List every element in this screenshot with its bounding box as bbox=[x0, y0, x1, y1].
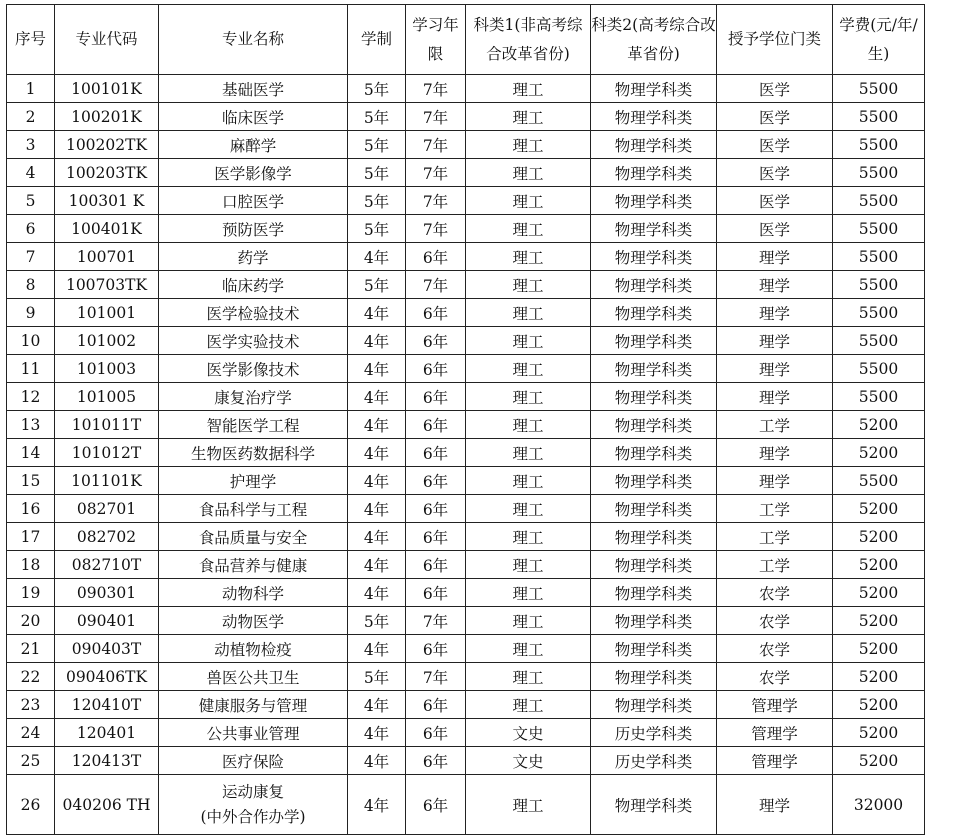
cell-years: 5年 bbox=[348, 103, 406, 131]
cell-degree: 农学 bbox=[717, 635, 833, 663]
cell-category-2: 物理学科类 bbox=[591, 355, 717, 383]
cell-name: 兽医公共卫生 bbox=[159, 663, 348, 691]
cell-study-limit: 6年 bbox=[406, 495, 466, 523]
cell-fee: 5500 bbox=[833, 159, 925, 187]
cell-fee: 5200 bbox=[833, 691, 925, 719]
cell-category-1: 理工 bbox=[466, 187, 591, 215]
cell-code: 082702 bbox=[55, 523, 159, 551]
cell-seq: 1 bbox=[7, 75, 55, 103]
cell-name: 临床医学 bbox=[159, 103, 348, 131]
cell-study-limit: 7年 bbox=[406, 607, 466, 635]
cell-category-2: 物理学科类 bbox=[591, 411, 717, 439]
table-row bbox=[7, 635, 925, 663]
cell-category-2: 物理学科类 bbox=[591, 635, 717, 663]
cell-study-limit: 7年 bbox=[406, 159, 466, 187]
cell-fee: 5200 bbox=[833, 439, 925, 467]
cell-degree: 理学 bbox=[717, 299, 833, 327]
cell-name: 动物医学 bbox=[159, 607, 348, 635]
cell-seq: 20 bbox=[7, 607, 55, 635]
cell-category-2: 物理学科类 bbox=[591, 775, 717, 835]
cell-study-limit: 6年 bbox=[406, 775, 466, 835]
cell-category-1: 理工 bbox=[466, 579, 591, 607]
cell-category-1: 理工 bbox=[466, 131, 591, 159]
cell-category-1: 理工 bbox=[466, 271, 591, 299]
cell-seq: 15 bbox=[7, 467, 55, 495]
cell-study-limit: 6年 bbox=[406, 523, 466, 551]
cell-seq: 3 bbox=[7, 131, 55, 159]
cell-category-1: 理工 bbox=[466, 663, 591, 691]
cell-code: 100202TK bbox=[55, 131, 159, 159]
cell-category-1: 理工 bbox=[466, 159, 591, 187]
cell-study-limit: 7年 bbox=[406, 271, 466, 299]
table-row bbox=[7, 719, 925, 747]
cell-name-line2: (中外合作办学) bbox=[200, 807, 306, 826]
cell-category-1: 理工 bbox=[466, 383, 591, 411]
table-row bbox=[7, 551, 925, 579]
cell-years: 5年 bbox=[348, 159, 406, 187]
header-study-limit: 学习年限 bbox=[406, 5, 466, 75]
cell-degree: 工学 bbox=[717, 523, 833, 551]
cell-code: 100701 bbox=[55, 243, 159, 271]
table-row bbox=[7, 103, 925, 131]
cell-seq: 22 bbox=[7, 663, 55, 691]
cell-years: 4年 bbox=[348, 299, 406, 327]
cell-category-1: 理工 bbox=[466, 355, 591, 383]
cell-seq: 5 bbox=[7, 187, 55, 215]
cell-category-2: 物理学科类 bbox=[591, 607, 717, 635]
cell-category-1: 理工 bbox=[466, 75, 591, 103]
cell-years: 4年 bbox=[348, 719, 406, 747]
cell-category-1: 理工 bbox=[466, 439, 591, 467]
table-row bbox=[7, 579, 925, 607]
cell-years: 5年 bbox=[348, 663, 406, 691]
cell-degree: 理学 bbox=[717, 775, 833, 835]
majors-table bbox=[6, 4, 925, 835]
table-row bbox=[7, 299, 925, 327]
table-row bbox=[7, 523, 925, 551]
cell-study-limit: 6年 bbox=[406, 551, 466, 579]
header-code: 专业代码 bbox=[55, 5, 159, 75]
cell-years: 5年 bbox=[348, 75, 406, 103]
cell-seq: 11 bbox=[7, 355, 55, 383]
cell-degree: 理学 bbox=[717, 467, 833, 495]
table-body bbox=[7, 75, 925, 835]
cell-study-limit: 6年 bbox=[406, 719, 466, 747]
cell-category-2: 物理学科类 bbox=[591, 75, 717, 103]
cell-study-limit: 6年 bbox=[406, 467, 466, 495]
table-row bbox=[7, 75, 925, 103]
cell-name: 预防医学 bbox=[159, 215, 348, 243]
table-row bbox=[7, 663, 925, 691]
cell-degree: 工学 bbox=[717, 551, 833, 579]
cell-fee: 5500 bbox=[833, 383, 925, 411]
cell-name: 药学 bbox=[159, 243, 348, 271]
cell-study-limit: 6年 bbox=[406, 355, 466, 383]
table-header bbox=[7, 5, 925, 75]
cell-code: 082710T bbox=[55, 551, 159, 579]
cell-years: 4年 bbox=[348, 775, 406, 835]
cell-years: 4年 bbox=[348, 635, 406, 663]
cell-category-1: 理工 bbox=[466, 215, 591, 243]
table-row bbox=[7, 355, 925, 383]
cell-seq: 8 bbox=[7, 271, 55, 299]
cell-code: 120413T bbox=[55, 747, 159, 775]
cell-fee: 5200 bbox=[833, 635, 925, 663]
cell-code: 101005 bbox=[55, 383, 159, 411]
table-row bbox=[7, 215, 925, 243]
cell-category-1: 理工 bbox=[466, 523, 591, 551]
cell-degree: 理学 bbox=[717, 243, 833, 271]
cell-seq: 7 bbox=[7, 243, 55, 271]
table-row bbox=[7, 467, 925, 495]
cell-degree: 管理学 bbox=[717, 691, 833, 719]
cell-category-2: 物理学科类 bbox=[591, 243, 717, 271]
cell-degree: 理学 bbox=[717, 327, 833, 355]
cell-fee: 5500 bbox=[833, 467, 925, 495]
cell-fee: 5200 bbox=[833, 607, 925, 635]
cell-years: 5年 bbox=[348, 187, 406, 215]
cell-code: 120410T bbox=[55, 691, 159, 719]
cell-code: 101002 bbox=[55, 327, 159, 355]
cell-category-2: 物理学科类 bbox=[591, 271, 717, 299]
table-row bbox=[7, 747, 925, 775]
header-degree: 授予学位门类 bbox=[717, 5, 833, 75]
cell-fee: 5200 bbox=[833, 747, 925, 775]
cell-category-2: 历史学科类 bbox=[591, 719, 717, 747]
table-row bbox=[7, 495, 925, 523]
table-row-last bbox=[7, 775, 925, 835]
cell-code: 090406TK bbox=[55, 663, 159, 691]
cell-degree: 农学 bbox=[717, 607, 833, 635]
cell-category-1: 理工 bbox=[466, 467, 591, 495]
cell-fee: 5500 bbox=[833, 271, 925, 299]
cell-category-2: 物理学科类 bbox=[591, 103, 717, 131]
cell-category-2: 物理学科类 bbox=[591, 551, 717, 579]
cell-years: 4年 bbox=[348, 579, 406, 607]
cell-code: 100401K bbox=[55, 215, 159, 243]
cell-seq: 19 bbox=[7, 579, 55, 607]
cell-name: 动物科学 bbox=[159, 579, 348, 607]
cell-code: 100201K bbox=[55, 103, 159, 131]
cell-fee: 5500 bbox=[833, 215, 925, 243]
cell-name: 健康服务与管理 bbox=[159, 691, 348, 719]
cell-seq: 13 bbox=[7, 411, 55, 439]
table-row bbox=[7, 383, 925, 411]
cell-category-2: 物理学科类 bbox=[591, 467, 717, 495]
cell-degree: 管理学 bbox=[717, 747, 833, 775]
cell-years: 4年 bbox=[348, 467, 406, 495]
cell-code: 090403T bbox=[55, 635, 159, 663]
cell-fee: 5500 bbox=[833, 103, 925, 131]
cell-degree: 管理学 bbox=[717, 719, 833, 747]
cell-code: 101012T bbox=[55, 439, 159, 467]
cell-study-limit: 7年 bbox=[406, 663, 466, 691]
cell-degree: 医学 bbox=[717, 159, 833, 187]
cell-category-2: 物理学科类 bbox=[591, 523, 717, 551]
cell-category-1: 理工 bbox=[466, 635, 591, 663]
table-row bbox=[7, 243, 925, 271]
cell-degree: 医学 bbox=[717, 187, 833, 215]
cell-fee: 5500 bbox=[833, 243, 925, 271]
cell-code: 100301 K bbox=[55, 187, 159, 215]
cell-name bbox=[159, 775, 348, 835]
cell-degree: 医学 bbox=[717, 215, 833, 243]
cell-category-2: 物理学科类 bbox=[591, 439, 717, 467]
cell-category-2: 历史学科类 bbox=[591, 747, 717, 775]
cell-name: 公共事业管理 bbox=[159, 719, 348, 747]
header-category-1: 科类1(非高考综合改革省份) bbox=[466, 5, 591, 75]
cell-fee: 5200 bbox=[833, 495, 925, 523]
cell-category-2: 物理学科类 bbox=[591, 159, 717, 187]
table-row bbox=[7, 327, 925, 355]
cell-fee: 5500 bbox=[833, 75, 925, 103]
cell-name: 医学实验技术 bbox=[159, 327, 348, 355]
cell-code: 101011T bbox=[55, 411, 159, 439]
cell-years: 5年 bbox=[348, 271, 406, 299]
cell-years: 4年 bbox=[348, 243, 406, 271]
cell-code: 100101K bbox=[55, 75, 159, 103]
cell-years: 4年 bbox=[348, 327, 406, 355]
cell-name: 智能医学工程 bbox=[159, 411, 348, 439]
cell-code: 082701 bbox=[55, 495, 159, 523]
cell-years: 4年 bbox=[348, 551, 406, 579]
cell-fee: 5500 bbox=[833, 327, 925, 355]
cell-fee: 5500 bbox=[833, 187, 925, 215]
cell-seq: 24 bbox=[7, 719, 55, 747]
cell-study-limit: 6年 bbox=[406, 635, 466, 663]
cell-fee: 5500 bbox=[833, 131, 925, 159]
cell-category-1: 文史 bbox=[466, 719, 591, 747]
cell-category-2: 物理学科类 bbox=[591, 579, 717, 607]
cell-name: 食品科学与工程 bbox=[159, 495, 348, 523]
cell-fee: 5200 bbox=[833, 523, 925, 551]
cell-study-limit: 6年 bbox=[406, 439, 466, 467]
cell-degree: 理学 bbox=[717, 355, 833, 383]
cell-name: 生物医药数据科学 bbox=[159, 439, 348, 467]
cell-category-2: 物理学科类 bbox=[591, 383, 717, 411]
cell-name: 口腔医学 bbox=[159, 187, 348, 215]
cell-seq: 2 bbox=[7, 103, 55, 131]
cell-degree: 理学 bbox=[717, 383, 833, 411]
cell-fee: 5200 bbox=[833, 579, 925, 607]
cell-years: 4年 bbox=[348, 383, 406, 411]
table-row bbox=[7, 411, 925, 439]
table-row bbox=[7, 159, 925, 187]
cell-name: 康复治疗学 bbox=[159, 383, 348, 411]
cell-study-limit: 6年 bbox=[406, 747, 466, 775]
cell-category-1: 理工 bbox=[466, 691, 591, 719]
cell-years: 4年 bbox=[348, 691, 406, 719]
header-seq: 序号 bbox=[7, 5, 55, 75]
cell-category-2: 物理学科类 bbox=[591, 495, 717, 523]
cell-years: 4年 bbox=[348, 747, 406, 775]
cell-category-1: 理工 bbox=[466, 299, 591, 327]
cell-seq: 26 bbox=[7, 775, 55, 835]
cell-degree: 工学 bbox=[717, 411, 833, 439]
cell-study-limit: 6年 bbox=[406, 383, 466, 411]
cell-degree: 医学 bbox=[717, 103, 833, 131]
cell-seq: 25 bbox=[7, 747, 55, 775]
cell-name: 麻醉学 bbox=[159, 131, 348, 159]
cell-category-1: 理工 bbox=[466, 495, 591, 523]
cell-seq: 4 bbox=[7, 159, 55, 187]
cell-code: 040206 TH bbox=[55, 775, 159, 835]
cell-degree: 医学 bbox=[717, 131, 833, 159]
cell-category-1: 理工 bbox=[466, 775, 591, 835]
table-row bbox=[7, 131, 925, 159]
cell-years: 5年 bbox=[348, 607, 406, 635]
cell-study-limit: 7年 bbox=[406, 215, 466, 243]
cell-seq: 6 bbox=[7, 215, 55, 243]
cell-seq: 21 bbox=[7, 635, 55, 663]
cell-seq: 12 bbox=[7, 383, 55, 411]
cell-category-1: 理工 bbox=[466, 607, 591, 635]
cell-category-1: 理工 bbox=[466, 411, 591, 439]
cell-years: 5年 bbox=[348, 215, 406, 243]
table-row bbox=[7, 439, 925, 467]
cell-degree: 工学 bbox=[717, 495, 833, 523]
cell-fee: 5500 bbox=[833, 299, 925, 327]
table-row bbox=[7, 607, 925, 635]
cell-category-1: 文史 bbox=[466, 747, 591, 775]
cell-degree: 理学 bbox=[717, 271, 833, 299]
cell-category-2: 物理学科类 bbox=[591, 299, 717, 327]
cell-fee: 32000 bbox=[833, 775, 925, 835]
cell-name-line1: 运动康复 bbox=[221, 782, 284, 801]
cell-study-limit: 7年 bbox=[406, 75, 466, 103]
cell-code: 100703TK bbox=[55, 271, 159, 299]
cell-name: 医疗保险 bbox=[159, 747, 348, 775]
cell-category-1: 理工 bbox=[466, 551, 591, 579]
cell-category-2: 物理学科类 bbox=[591, 327, 717, 355]
cell-name: 医学影像技术 bbox=[159, 355, 348, 383]
cell-study-limit: 6年 bbox=[406, 579, 466, 607]
table-row bbox=[7, 187, 925, 215]
cell-seq: 23 bbox=[7, 691, 55, 719]
cell-code: 101101K bbox=[55, 467, 159, 495]
cell-degree: 理学 bbox=[717, 439, 833, 467]
cell-fee: 5200 bbox=[833, 719, 925, 747]
cell-years: 4年 bbox=[348, 495, 406, 523]
cell-years: 4年 bbox=[348, 411, 406, 439]
cell-fee: 5200 bbox=[833, 663, 925, 691]
cell-study-limit: 6年 bbox=[406, 299, 466, 327]
cell-category-2: 物理学科类 bbox=[591, 663, 717, 691]
cell-seq: 9 bbox=[7, 299, 55, 327]
cell-study-limit: 6年 bbox=[406, 691, 466, 719]
table-row bbox=[7, 691, 925, 719]
cell-seq: 14 bbox=[7, 439, 55, 467]
cell-study-limit: 6年 bbox=[406, 243, 466, 271]
cell-name: 医学影像学 bbox=[159, 159, 348, 187]
cell-name: 医学检验技术 bbox=[159, 299, 348, 327]
cell-name: 动植物检疫 bbox=[159, 635, 348, 663]
header-fee: 学费(元/年/生) bbox=[833, 5, 925, 75]
header-years: 学制 bbox=[348, 5, 406, 75]
cell-years: 4年 bbox=[348, 439, 406, 467]
cell-degree: 农学 bbox=[717, 579, 833, 607]
cell-category-1: 理工 bbox=[466, 243, 591, 271]
cell-fee: 5200 bbox=[833, 411, 925, 439]
cell-name: 护理学 bbox=[159, 467, 348, 495]
cell-seq: 16 bbox=[7, 495, 55, 523]
cell-name: 食品营养与健康 bbox=[159, 551, 348, 579]
cell-degree: 农学 bbox=[717, 663, 833, 691]
cell-name: 基础医学 bbox=[159, 75, 348, 103]
cell-seq: 17 bbox=[7, 523, 55, 551]
cell-code: 101003 bbox=[55, 355, 159, 383]
cell-category-2: 物理学科类 bbox=[591, 187, 717, 215]
cell-category-2: 物理学科类 bbox=[591, 131, 717, 159]
header-category-2: 科类2(高考综合改革省份) bbox=[591, 5, 717, 75]
cell-study-limit: 6年 bbox=[406, 327, 466, 355]
cell-name: 临床药学 bbox=[159, 271, 348, 299]
cell-code: 120401 bbox=[55, 719, 159, 747]
cell-code: 090401 bbox=[55, 607, 159, 635]
cell-study-limit: 7年 bbox=[406, 131, 466, 159]
cell-fee: 5200 bbox=[833, 551, 925, 579]
cell-study-limit: 6年 bbox=[406, 411, 466, 439]
cell-code: 100203TK bbox=[55, 159, 159, 187]
cell-years: 5年 bbox=[348, 131, 406, 159]
cell-code: 090301 bbox=[55, 579, 159, 607]
header-name: 专业名称 bbox=[159, 5, 348, 75]
cell-name: 食品质量与安全 bbox=[159, 523, 348, 551]
cell-degree: 医学 bbox=[717, 75, 833, 103]
cell-study-limit: 7年 bbox=[406, 103, 466, 131]
cell-seq: 10 bbox=[7, 327, 55, 355]
cell-years: 4年 bbox=[348, 355, 406, 383]
table-row bbox=[7, 271, 925, 299]
cell-category-1: 理工 bbox=[466, 103, 591, 131]
cell-category-2: 物理学科类 bbox=[591, 691, 717, 719]
cell-code: 101001 bbox=[55, 299, 159, 327]
cell-category-2: 物理学科类 bbox=[591, 215, 717, 243]
cell-fee: 5500 bbox=[833, 355, 925, 383]
cell-years: 4年 bbox=[348, 523, 406, 551]
cell-seq: 18 bbox=[7, 551, 55, 579]
cell-study-limit: 7年 bbox=[406, 187, 466, 215]
cell-category-1: 理工 bbox=[466, 327, 591, 355]
